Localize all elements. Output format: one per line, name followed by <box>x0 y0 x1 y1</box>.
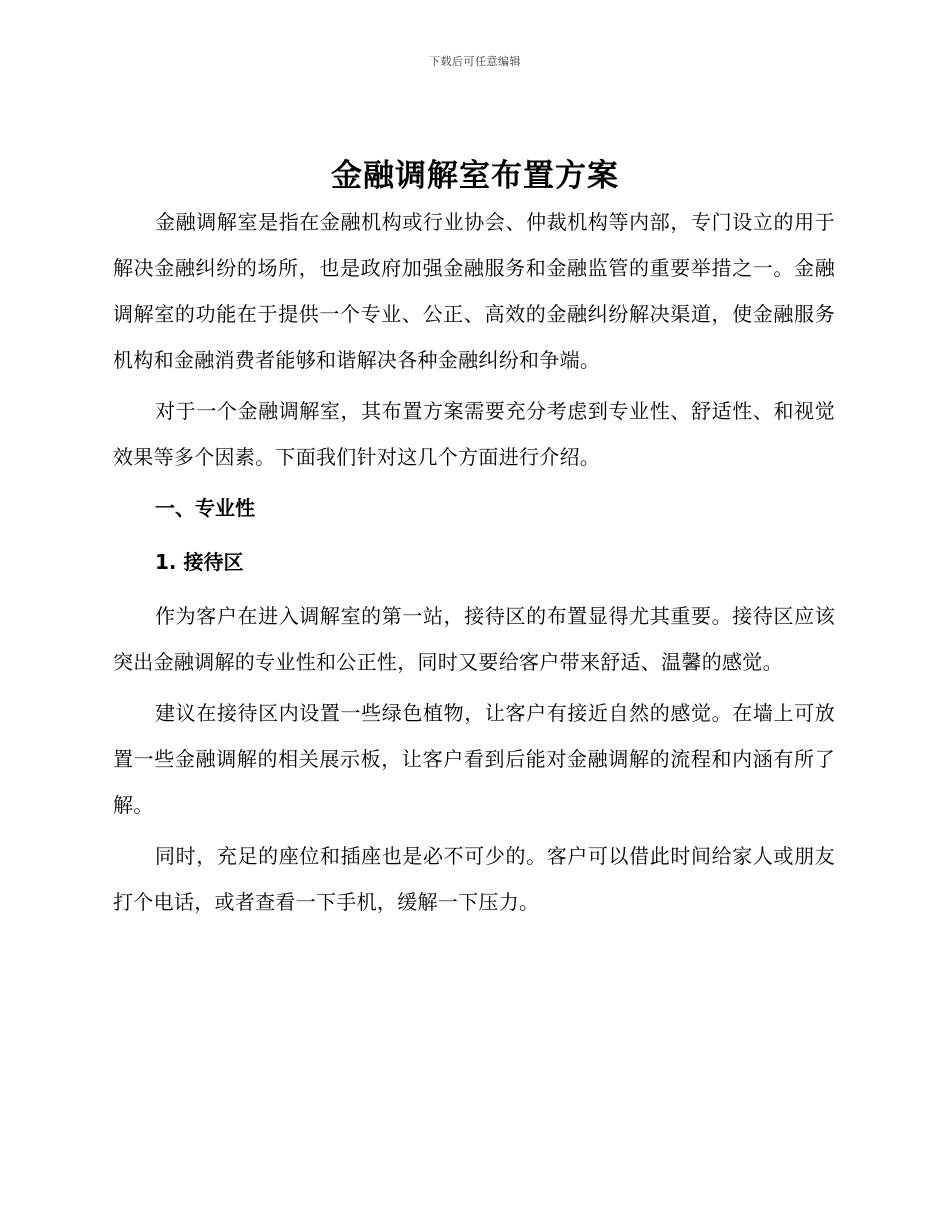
section-heading-professional: 一、专业性 <box>155 496 255 520</box>
header-note: 下载后可任意编辑 <box>429 55 521 68</box>
paragraph-reception-role: 作为客户在进入调解室的第一站，接待区的布置显得尤其重要。接待区应该突出金融调解的专业性和公正性，同时又要给客户带来舒适、温馨的感觉。 <box>113 604 835 674</box>
paragraph-reception-decor: 建议在接待区内设置一些绿色植物，让客户有接近自然的感觉。在墙上可放置一些金融调解的相关展示板，让客户看到后能对金融调解的流程和内涵有所了解。 <box>113 701 835 817</box>
document-title: 金融调解室布置方案 <box>331 158 619 194</box>
document-body <box>113 199 835 930</box>
subsection-heading-reception: 1. 接待区 <box>155 550 244 574</box>
paragraph-reception-seating: 同时，充足的座位和插座也是必不可少的。客户可以借此时间给家人或朋友打个电话，或者查看一下手机，缓解一下压力。 <box>113 844 835 914</box>
paragraph-overview: 对于一个金融调解室，其布置方案需要充分考虑到专业性、舒适性、和视觉效果等多个因素。下面我们针对这几个方面进行介绍。 <box>113 399 835 469</box>
paragraph-intro: 金融调解室是指在金融机构或行业协会、仲裁机构等内部，专门设立的用于解决金融纠纷的场所，也是政府加强金融服务和金融监管的重要举措之一。金融调解室的功能在于提供一个专业、公正、高效的金融纠纷解决渠道，使金融服务机构和金融消费者能够和谐解决各种金融纠纷和争端。 <box>113 210 835 372</box>
